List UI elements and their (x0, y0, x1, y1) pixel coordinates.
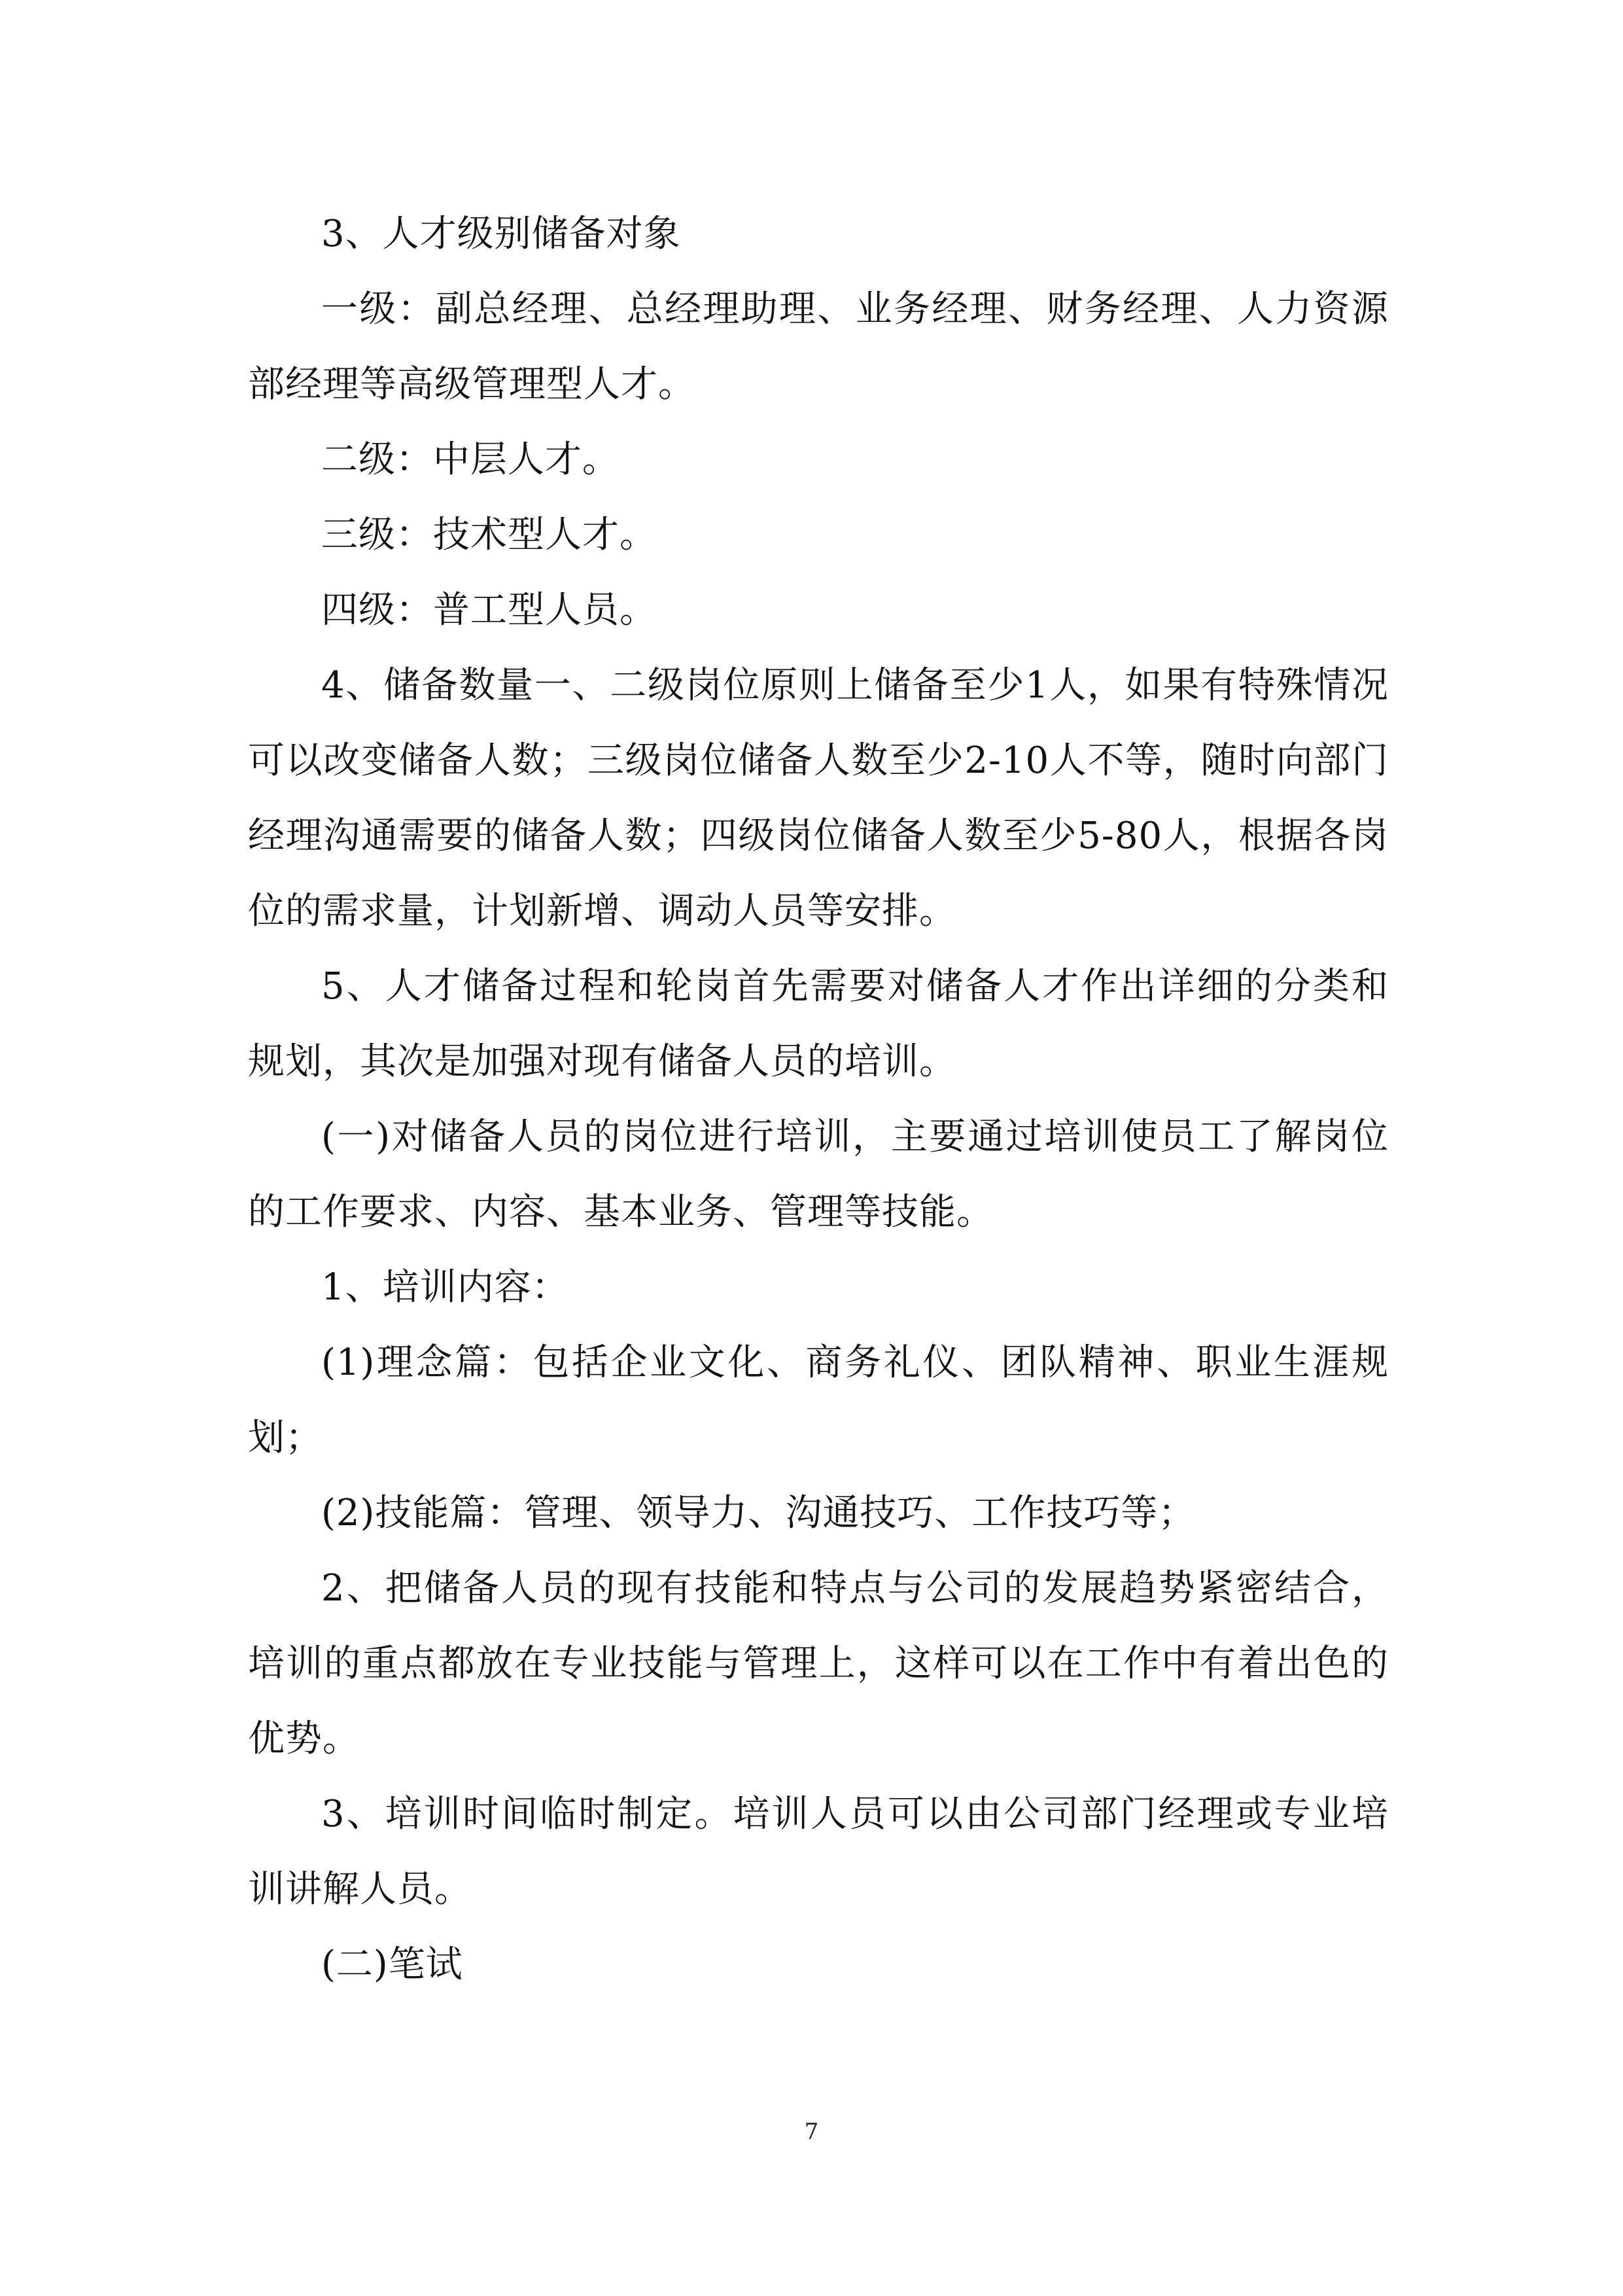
paragraph-concept-part: (1)理念篇：包括企业文化、商务礼仪、团队精神、职业生涯规划； (248, 1341, 1389, 1459)
paragraph-section-two-written-test: (二)笔试 (321, 1943, 463, 1986)
paragraph-level-two: 二级：中层人才。 (321, 438, 620, 481)
page-number: 7 (804, 2119, 819, 2145)
paragraph-section-one-training: (一)对储备人员的岗位进行培训，主要通过培训使员工了解岗位的工作要求、内容、基本业务、管理等技能。 (248, 1116, 1389, 1233)
paragraph-level-one: 一级：副总经理、总经理助理、业务经理、财务经理、人力资源部经理等高级管理型人才。 (248, 288, 1389, 406)
paragraph-reserve-quantity: 4、储备数量一、二级岗位原则上储备至少1人，如果有特殊情况可以改变储备人数；三级岗位储备人数至少2-10人不等，随时向部门经理沟通需要的储备人数；四级岗位储备人数至少5-80人，根据各岗位的需求量，计划新增、调动人员等安排。 (248, 664, 1389, 932)
paragraph-skill-combination: 2、把储备人员的现有技能和特点与公司的发展趋势紧密结合，培训的重点都放在专业技能与管理上，这样可以在工作中有着出色的优势。 (248, 1567, 1389, 1760)
paragraph-training-time: 3、培训时间临时制定。培训人员可以由公司部门经理或专业培训讲解人员。 (248, 1793, 1389, 1911)
paragraph-talent-levels-heading: 3、人才级别储备对象 (321, 213, 681, 255)
paragraph-reserve-process: 5、人才储备过程和轮岗首先需要对储备人才作出详细的分类和规划，其次是加强对现有储备人员的培训。 (248, 965, 1389, 1083)
paragraph-skill-part: (2)技能篇：管理、领导力、沟通技巧、工作技巧等； (321, 1492, 1196, 1534)
page-body (248, 196, 1389, 2002)
paragraph-training-content: 1、培训内容： (321, 1266, 569, 1309)
paragraph-level-four: 四级：普工型人员。 (321, 589, 657, 631)
paragraph-level-three: 三级：技术型人才。 (321, 514, 657, 556)
